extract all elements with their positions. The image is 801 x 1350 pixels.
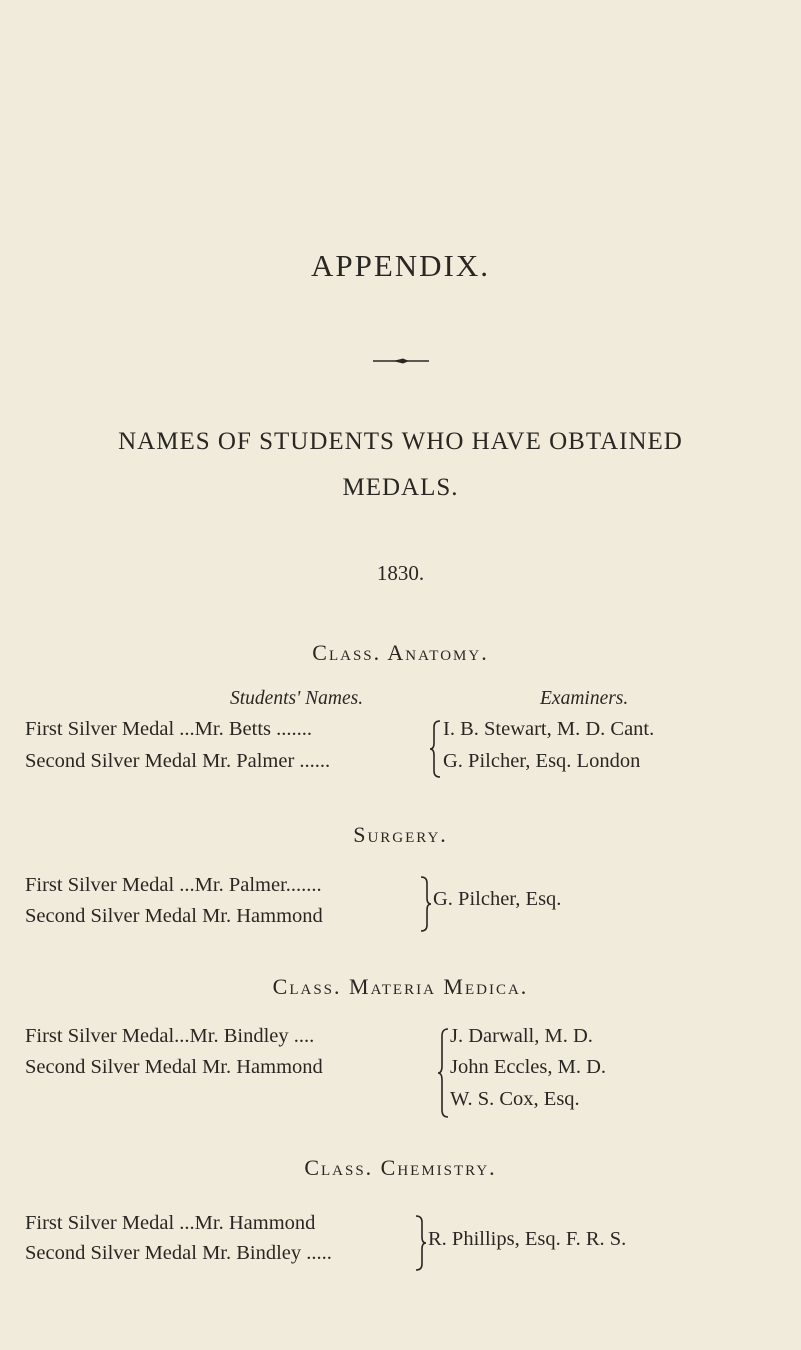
brace-icon [414, 1214, 426, 1272]
year: 1830. [376, 561, 425, 585]
award-row: First Silver Medal ...Mr. Betts ....... [25, 718, 312, 740]
award-row: First Silver Medal ...Mr. Palmer....... [25, 874, 322, 896]
award-row: First Silver Medal ...Mr. Hammond [25, 1212, 316, 1234]
page-heading-line-1: NAMES OF STUDENTS WHO HAVE OBTAINED [118, 428, 683, 455]
award-row: First Silver Medal...Mr. Bindley .... [25, 1025, 315, 1047]
section-title-chemistry: Class. Chemistry. [304, 1155, 497, 1180]
award-row: Second Silver Medal Mr. Hammond [25, 1056, 323, 1078]
examiner-name: R. Phillips, Esq. F. R. S. [428, 1228, 627, 1250]
examiner-name: John Eccles, M. D. [450, 1056, 607, 1078]
appendix-title: APPENDIX. [310, 248, 491, 283]
award-row: Second Silver Medal Mr. Bindley ..... [25, 1242, 332, 1264]
page-heading-line-2: MEDALS. [342, 474, 459, 501]
examiner-name: I. B. Stewart, M. D. Cant. [443, 718, 655, 740]
examiner-name: G. Pilcher, Esq. [433, 888, 562, 910]
award-row: Second Silver Medal Mr. Palmer ...... [25, 750, 331, 772]
section-title-materia-medica: Class. Materia Medica. [272, 974, 529, 999]
section-title-anatomy: Class. Anatomy. [312, 640, 489, 665]
column-header-students: Students' Names. [230, 688, 364, 709]
examiner-name: J. Darwall, M. D. [450, 1025, 593, 1047]
column-header-examiners: Examiners. [540, 688, 629, 709]
ornament-rule [373, 356, 429, 366]
examiner-name: W. S. Cox, Esq. [450, 1088, 580, 1110]
brace-icon [438, 1027, 450, 1119]
brace-icon [430, 719, 442, 779]
brace-icon [419, 875, 431, 933]
section-title-surgery: Surgery. [353, 822, 448, 847]
examiner-name: G. Pilcher, Esq. London [443, 750, 641, 772]
award-row: Second Silver Medal Mr. Hammond [25, 905, 323, 927]
